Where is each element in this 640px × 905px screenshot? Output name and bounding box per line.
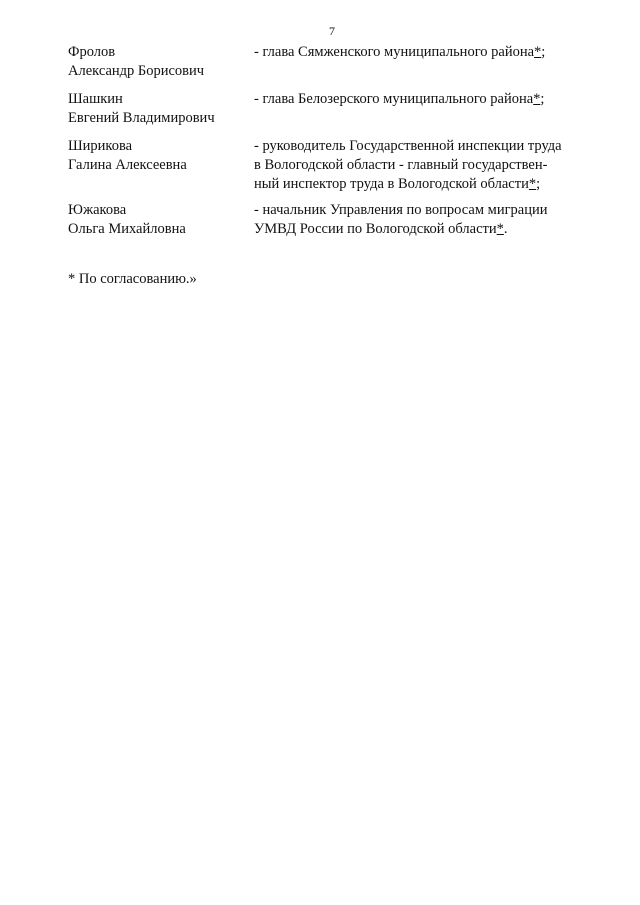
member-given-names: Галина Алексеевна (68, 157, 187, 173)
role-punctuation: ; (540, 91, 545, 107)
footnote-mark: * (533, 91, 541, 107)
role-line (254, 43, 594, 62)
member-role (254, 201, 594, 239)
role-line: - начальник Управления по вопросам миграции (254, 202, 548, 218)
role-line (254, 90, 594, 109)
role-text: - глава Сямженского муниципального района (254, 44, 535, 60)
member-surname: Шашкин (68, 91, 123, 107)
role-punctuation: . (503, 221, 508, 237)
member-name (68, 90, 248, 128)
page-number: 7 (329, 24, 335, 38)
member-role (254, 137, 594, 194)
member-given-names: Евгений Владимирович (68, 110, 215, 126)
role-text: - глава Белозерского муниципального района (254, 91, 534, 107)
role-punctuation: ; (541, 44, 546, 60)
member-surname: Фролов (68, 44, 116, 60)
role-text: ный инспектор труда в Вологодской области (254, 176, 529, 192)
member-role (254, 90, 594, 109)
role-text: УМВД России по Вологодской области (254, 221, 497, 237)
role-punctuation: ; (536, 176, 541, 192)
role-line: - руководитель Государственной инспекции труда (254, 138, 562, 154)
member-role (254, 43, 594, 62)
footnote-mark: * (534, 44, 542, 60)
footnote-mark: * (496, 221, 504, 237)
member-given-names: Ольга Михайловна (68, 221, 186, 237)
footnote: * По согласованию.» (68, 271, 197, 287)
role-line (254, 220, 594, 239)
role-line (254, 175, 594, 194)
member-name (68, 137, 248, 175)
member-surname: Южакова (68, 202, 127, 218)
member-surname: Ширикова (68, 138, 133, 154)
footnote-mark: * (528, 176, 537, 192)
member-name (68, 43, 248, 81)
member-given-names: Александр Борисович (68, 63, 205, 79)
role-line: в Вологодской области - главный государствен- (254, 157, 548, 173)
member-name (68, 201, 248, 239)
